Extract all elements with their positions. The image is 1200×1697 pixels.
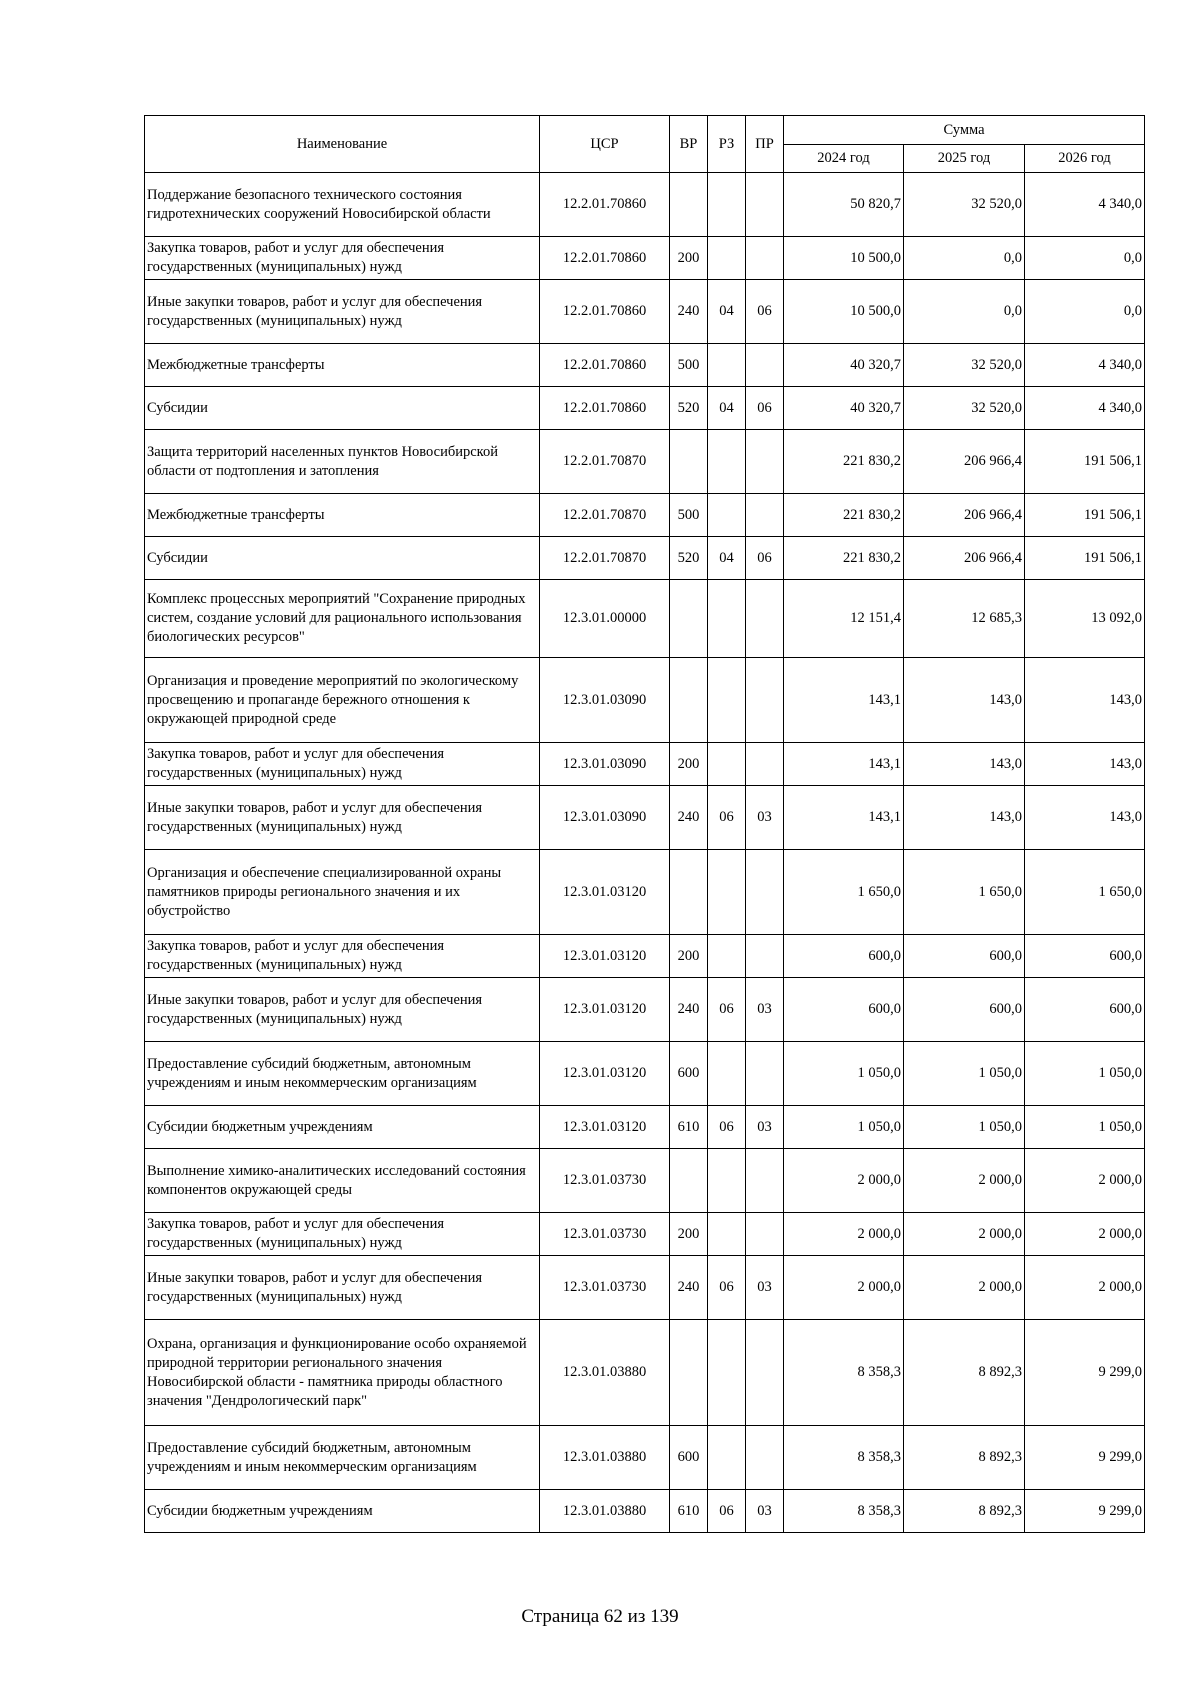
row-name-cell: Межбюджетные трансферты [145, 344, 540, 387]
table-row [145, 786, 1145, 850]
row-2025-cell: 12 685,3 [904, 580, 1025, 658]
row-vr-cell: 200 [670, 1213, 708, 1256]
row-pr-cell: 03 [746, 978, 784, 1042]
row-2025-cell: 600,0 [904, 935, 1025, 978]
row-pr-cell [746, 1213, 784, 1256]
row-pr-cell: 06 [746, 280, 784, 344]
row-csr-cell: 12.3.01.03730 [540, 1256, 670, 1320]
row-vr-cell: 200 [670, 743, 708, 786]
row-pr-cell [746, 743, 784, 786]
row-2024-cell: 2 000,0 [784, 1256, 904, 1320]
row-vr-cell: 240 [670, 1256, 708, 1320]
row-2025-cell: 0,0 [904, 280, 1025, 344]
row-2025-cell: 1 050,0 [904, 1106, 1025, 1149]
row-csr-cell: 12.3.01.00000 [540, 580, 670, 658]
row-2025-cell: 8 892,3 [904, 1320, 1025, 1426]
row-csr-cell: 12.3.01.03120 [540, 1106, 670, 1149]
row-2025-cell: 2 000,0 [904, 1149, 1025, 1213]
row-2025-cell: 600,0 [904, 978, 1025, 1042]
row-2026-cell: 2 000,0 [1025, 1149, 1145, 1213]
row-csr-cell: 12.3.01.03090 [540, 658, 670, 743]
row-2026-cell: 4 340,0 [1025, 173, 1145, 237]
row-2025-cell: 0,0 [904, 237, 1025, 280]
row-rz-cell [708, 237, 746, 280]
header-year-2024: 2024 год [784, 145, 904, 173]
row-name-cell: Организация и проведение мероприятий по экологическому просвещению и пропаганде бережного отношения к окружающей природной среде [145, 658, 540, 743]
row-rz-cell [708, 1213, 746, 1256]
row-2024-cell: 8 358,3 [784, 1490, 904, 1533]
row-2025-cell: 1 650,0 [904, 850, 1025, 935]
row-name-cell: Закупка товаров, работ и услуг для обеспечения государственных (муниципальных) нужд [145, 743, 540, 786]
row-pr-cell: 03 [746, 1256, 784, 1320]
row-2024-cell: 600,0 [784, 978, 904, 1042]
row-csr-cell: 12.3.01.03880 [540, 1490, 670, 1533]
row-csr-cell: 12.2.01.70870 [540, 430, 670, 494]
row-rz-cell [708, 850, 746, 935]
row-rz-cell [708, 1320, 746, 1426]
row-csr-cell: 12.3.01.03120 [540, 978, 670, 1042]
row-name-cell: Иные закупки товаров, работ и услуг для обеспечения государственных (муниципальных) нужд [145, 280, 540, 344]
row-rz-cell: 06 [708, 978, 746, 1042]
row-rz-cell [708, 580, 746, 658]
row-pr-cell [746, 344, 784, 387]
row-rz-cell [708, 494, 746, 537]
row-2026-cell: 13 092,0 [1025, 580, 1145, 658]
row-vr-cell [670, 658, 708, 743]
row-2024-cell: 50 820,7 [784, 173, 904, 237]
table-row [145, 935, 1145, 978]
row-name-cell: Защита территорий населенных пунктов Новосибирской области от подтопления и затопления [145, 430, 540, 494]
row-name-cell: Субсидии [145, 387, 540, 430]
row-2026-cell: 1 050,0 [1025, 1106, 1145, 1149]
row-pr-cell: 03 [746, 1490, 784, 1533]
row-csr-cell: 12.3.01.03090 [540, 786, 670, 850]
table-row [145, 1149, 1145, 1213]
row-2025-cell: 32 520,0 [904, 387, 1025, 430]
row-name-cell: Иные закупки товаров, работ и услуг для обеспечения государственных (муниципальных) нужд [145, 978, 540, 1042]
header-vr: ВР [670, 116, 708, 173]
row-csr-cell: 12.3.01.03120 [540, 1042, 670, 1106]
row-csr-cell: 12.2.01.70860 [540, 344, 670, 387]
row-pr-cell [746, 173, 784, 237]
table-row [145, 743, 1145, 786]
row-2024-cell: 143,1 [784, 658, 904, 743]
table-row [145, 1213, 1145, 1256]
row-2026-cell: 9 299,0 [1025, 1426, 1145, 1490]
row-2024-cell: 10 500,0 [784, 237, 904, 280]
row-rz-cell [708, 935, 746, 978]
row-name-cell: Иные закупки товаров, работ и услуг для обеспечения государственных (муниципальных) нужд [145, 786, 540, 850]
row-vr-cell: 520 [670, 537, 708, 580]
row-2024-cell: 40 320,7 [784, 344, 904, 387]
row-2025-cell: 143,0 [904, 743, 1025, 786]
row-vr-cell: 600 [670, 1426, 708, 1490]
row-rz-cell: 04 [708, 280, 746, 344]
row-name-cell: Субсидии бюджетным учреждениям [145, 1490, 540, 1533]
row-csr-cell: 12.3.01.03880 [540, 1320, 670, 1426]
table-row [145, 850, 1145, 935]
row-2024-cell: 2 000,0 [784, 1149, 904, 1213]
header-year-2025: 2025 год [904, 145, 1025, 173]
row-vr-cell: 500 [670, 344, 708, 387]
row-name-cell: Комплекс процессных мероприятий "Сохранение природных систем, создание условий для рационального использования биологических ресурсов" [145, 580, 540, 658]
row-2026-cell: 1 050,0 [1025, 1042, 1145, 1106]
row-vr-cell: 200 [670, 935, 708, 978]
row-2024-cell: 1 050,0 [784, 1042, 904, 1106]
row-2026-cell: 0,0 [1025, 280, 1145, 344]
row-rz-cell [708, 1149, 746, 1213]
row-vr-cell: 600 [670, 1042, 708, 1106]
row-2025-cell: 8 892,3 [904, 1426, 1025, 1490]
row-vr-cell [670, 580, 708, 658]
row-rz-cell [708, 344, 746, 387]
header-year-2026: 2026 год [1025, 145, 1145, 173]
row-2025-cell: 206 966,4 [904, 430, 1025, 494]
row-name-cell: Закупка товаров, работ и услуг для обеспечения государственных (муниципальных) нужд [145, 935, 540, 978]
row-csr-cell: 12.2.01.70860 [540, 173, 670, 237]
row-vr-cell: 500 [670, 494, 708, 537]
row-2025-cell: 32 520,0 [904, 344, 1025, 387]
row-csr-cell: 12.3.01.03880 [540, 1426, 670, 1490]
row-2024-cell: 8 358,3 [784, 1426, 904, 1490]
header-csr: ЦСР [540, 116, 670, 173]
row-vr-cell: 610 [670, 1106, 708, 1149]
row-csr-cell: 12.3.01.03120 [540, 935, 670, 978]
header-rz: РЗ [708, 116, 746, 173]
row-2024-cell: 40 320,7 [784, 387, 904, 430]
row-2024-cell: 10 500,0 [784, 280, 904, 344]
row-2026-cell: 191 506,1 [1025, 537, 1145, 580]
row-csr-cell: 12.2.01.70870 [540, 494, 670, 537]
table-row [145, 537, 1145, 580]
row-2025-cell: 1 050,0 [904, 1042, 1025, 1106]
row-csr-cell: 12.3.01.03730 [540, 1149, 670, 1213]
table-row [145, 494, 1145, 537]
table-row [145, 1426, 1145, 1490]
row-name-cell: Предоставление субсидий бюджетным, автономным учреждениям и иным некоммерческим организациям [145, 1426, 540, 1490]
row-2026-cell: 4 340,0 [1025, 344, 1145, 387]
row-2026-cell: 600,0 [1025, 935, 1145, 978]
row-vr-cell: 240 [670, 786, 708, 850]
row-csr-cell: 12.2.01.70870 [540, 537, 670, 580]
row-rz-cell: 04 [708, 387, 746, 430]
row-2024-cell: 1 650,0 [784, 850, 904, 935]
row-pr-cell [746, 850, 784, 935]
row-csr-cell: 12.2.01.70860 [540, 280, 670, 344]
row-2026-cell: 143,0 [1025, 743, 1145, 786]
row-2025-cell: 206 966,4 [904, 537, 1025, 580]
row-pr-cell: 06 [746, 387, 784, 430]
row-pr-cell [746, 580, 784, 658]
row-2026-cell: 143,0 [1025, 786, 1145, 850]
row-2024-cell: 221 830,2 [784, 430, 904, 494]
table-row [145, 237, 1145, 280]
row-2025-cell: 2 000,0 [904, 1256, 1025, 1320]
row-name-cell: Иные закупки товаров, работ и услуг для обеспечения государственных (муниципальных) нужд [145, 1256, 540, 1320]
row-rz-cell: 06 [708, 1256, 746, 1320]
row-name-cell: Организация и обеспечение специализированной охраны памятников природы регионального значения и их обустройство [145, 850, 540, 935]
row-pr-cell [746, 658, 784, 743]
row-rz-cell [708, 1042, 746, 1106]
table-row [145, 1106, 1145, 1149]
row-2024-cell: 1 050,0 [784, 1106, 904, 1149]
row-vr-cell [670, 850, 708, 935]
table-row [145, 280, 1145, 344]
row-2026-cell: 4 340,0 [1025, 387, 1145, 430]
row-2025-cell: 32 520,0 [904, 173, 1025, 237]
table-body [145, 173, 1145, 1533]
table-row [145, 658, 1145, 743]
row-2026-cell: 2 000,0 [1025, 1213, 1145, 1256]
row-rz-cell [708, 658, 746, 743]
table-row [145, 978, 1145, 1042]
row-csr-cell: 12.3.01.03120 [540, 850, 670, 935]
row-name-cell: Межбюджетные трансферты [145, 494, 540, 537]
row-2026-cell: 191 506,1 [1025, 494, 1145, 537]
header-name: Наименование [145, 116, 540, 173]
row-vr-cell [670, 430, 708, 494]
row-name-cell: Выполнение химико-аналитических исследований состояния компонентов окружающей среды [145, 1149, 540, 1213]
row-rz-cell [708, 1426, 746, 1490]
row-2025-cell: 2 000,0 [904, 1213, 1025, 1256]
row-rz-cell: 06 [708, 1106, 746, 1149]
row-vr-cell: 200 [670, 237, 708, 280]
table-row [145, 344, 1145, 387]
row-csr-cell: 12.3.01.03730 [540, 1213, 670, 1256]
row-pr-cell [746, 494, 784, 537]
row-pr-cell [746, 1042, 784, 1106]
row-2025-cell: 8 892,3 [904, 1490, 1025, 1533]
row-vr-cell: 520 [670, 387, 708, 430]
row-csr-cell: 12.3.01.03090 [540, 743, 670, 786]
row-pr-cell: 03 [746, 1106, 784, 1149]
row-2026-cell: 191 506,1 [1025, 430, 1145, 494]
budget-table [144, 115, 1145, 1533]
row-2026-cell: 0,0 [1025, 237, 1145, 280]
table-row [145, 430, 1145, 494]
row-name-cell: Поддержание безопасного технического состояния гидротехнических сооружений Новосибирской области [145, 173, 540, 237]
table-row [145, 1042, 1145, 1106]
row-2025-cell: 143,0 [904, 658, 1025, 743]
row-2026-cell: 143,0 [1025, 658, 1145, 743]
row-2026-cell: 9 299,0 [1025, 1490, 1145, 1533]
table-row [145, 387, 1145, 430]
row-pr-cell [746, 430, 784, 494]
table-row [145, 1320, 1145, 1426]
row-rz-cell [708, 743, 746, 786]
row-vr-cell [670, 1320, 708, 1426]
row-vr-cell [670, 1149, 708, 1213]
row-2026-cell: 2 000,0 [1025, 1256, 1145, 1320]
row-name-cell: Закупка товаров, работ и услуг для обеспечения государственных (муниципальных) нужд [145, 1213, 540, 1256]
row-2024-cell: 600,0 [784, 935, 904, 978]
row-2026-cell: 1 650,0 [1025, 850, 1145, 935]
row-2024-cell: 143,1 [784, 786, 904, 850]
row-2024-cell: 8 358,3 [784, 1320, 904, 1426]
row-pr-cell: 03 [746, 786, 784, 850]
row-pr-cell [746, 935, 784, 978]
row-name-cell: Закупка товаров, работ и услуг для обеспечения государственных (муниципальных) нужд [145, 237, 540, 280]
row-2024-cell: 143,1 [784, 743, 904, 786]
row-rz-cell [708, 173, 746, 237]
row-2025-cell: 206 966,4 [904, 494, 1025, 537]
row-pr-cell: 06 [746, 537, 784, 580]
row-name-cell: Субсидии [145, 537, 540, 580]
row-2024-cell: 221 830,2 [784, 537, 904, 580]
row-csr-cell: 12.2.01.70860 [540, 237, 670, 280]
row-rz-cell: 04 [708, 537, 746, 580]
row-pr-cell [746, 1149, 784, 1213]
row-rz-cell: 06 [708, 1490, 746, 1533]
header-pr: ПР [746, 116, 784, 173]
table-row [145, 1256, 1145, 1320]
row-pr-cell [746, 1426, 784, 1490]
row-2026-cell: 9 299,0 [1025, 1320, 1145, 1426]
header-sum: Сумма [784, 116, 1145, 145]
row-vr-cell: 610 [670, 1490, 708, 1533]
row-2025-cell: 143,0 [904, 786, 1025, 850]
row-2024-cell: 2 000,0 [784, 1213, 904, 1256]
row-rz-cell [708, 430, 746, 494]
row-vr-cell [670, 173, 708, 237]
row-vr-cell: 240 [670, 978, 708, 1042]
row-pr-cell [746, 237, 784, 280]
row-2026-cell: 600,0 [1025, 978, 1145, 1042]
row-name-cell: Охрана, организация и функционирование особо охраняемой природной территории регионального значения Новосибирской области - памятника природы областного значения "Дендрологический парк" [145, 1320, 540, 1426]
row-pr-cell [746, 1320, 784, 1426]
table-row [145, 580, 1145, 658]
table-row [145, 173, 1145, 237]
row-rz-cell: 06 [708, 786, 746, 850]
row-vr-cell: 240 [670, 280, 708, 344]
row-2024-cell: 221 830,2 [784, 494, 904, 537]
page-number: Страница 62 из 139 [521, 1606, 679, 1627]
row-2024-cell: 12 151,4 [784, 580, 904, 658]
row-name-cell: Предоставление субсидий бюджетным, автономным учреждениям и иным некоммерческим организациям [145, 1042, 540, 1106]
row-name-cell: Субсидии бюджетным учреждениям [145, 1106, 540, 1149]
row-csr-cell: 12.2.01.70860 [540, 387, 670, 430]
table-row [145, 1490, 1145, 1533]
